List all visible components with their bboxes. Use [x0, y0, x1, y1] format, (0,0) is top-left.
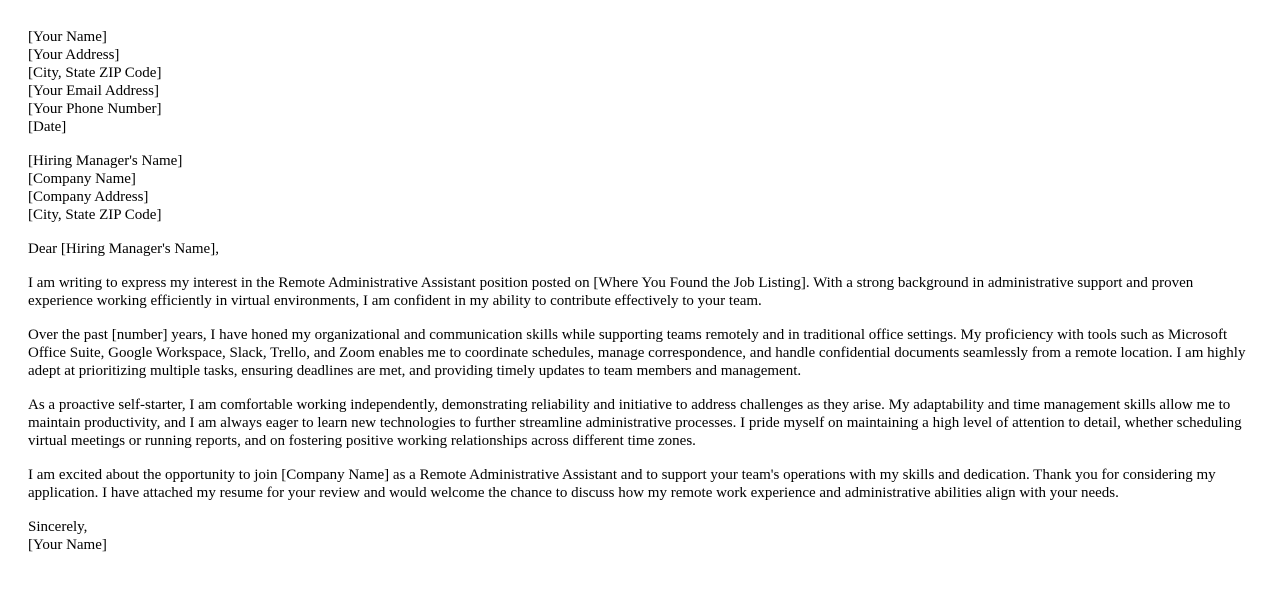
recipient-city-state-zip: [City, State ZIP Code] [28, 207, 162, 223]
body-paragraph-2: Over the past [number] years, I have honed my organizational and communication skills while supporting teams remotely and in traditional office settings. My proficiency with tools such as Microsoft Office Suite, Google Workspace, Slack, Trello, and Zoom enables me to coordinate schedules, manage correspondence, and handle confidential documents seamlessly from a remote location. I am highly adept at prioritizing multiple tasks, ensuring deadlines are met, and providing timely updates to team members and management. [28, 327, 1246, 379]
sender-name: [Your Name] [28, 29, 107, 45]
recipient-block [28, 152, 1250, 224]
recipient-name: [Hiring Manager's Name] [28, 153, 183, 169]
recipient-address: [Company Address] [28, 189, 149, 205]
letter-date: [Date] [28, 119, 67, 135]
body-paragraph-3: As a proactive self-starter, I am comfortable working independently, demonstrating reliability and initiative to address challenges as they arise. My adaptability and time management skills allow me to maintain productivity, and I am always eager to learn new technologies to further streamline administrative processes. I pride myself on maintaining a high level of attention to detail, whether scheduling virtual meetings or running reports, and on fostering positive working relationships across different time zones. [28, 397, 1242, 449]
salutation: Dear [Hiring Manager's Name], [28, 241, 219, 257]
signature-name: [Your Name] [28, 537, 107, 553]
sender-block [28, 28, 1250, 136]
sender-address: [Your Address] [28, 47, 120, 63]
body-paragraph-4: I am excited about the opportunity to join [Company Name] as a Remote Administrative Assistant and to support your team's operations with my skills and dedication. Thank you for considering my application. I have attached my resume for your review and would welcome the chance to discuss how my remote work experience and administrative abilities align with your needs. [28, 467, 1216, 501]
body-paragraph-1: I am writing to express my interest in the Remote Administrative Assistant position posted on [Where You Found the Job Listing]. With a strong background in administrative support and proven experience working efficiently in virtual environments, I am confident in my ability to contribute effectively to your team. [28, 275, 1194, 309]
sender-email: [Your Email Address] [28, 83, 159, 99]
recipient-company: [Company Name] [28, 171, 136, 187]
closing-block [28, 518, 1250, 554]
sender-phone: [Your Phone Number] [28, 101, 162, 117]
sender-city-state-zip: [City, State ZIP Code] [28, 65, 162, 81]
valediction: Sincerely, [28, 519, 88, 535]
